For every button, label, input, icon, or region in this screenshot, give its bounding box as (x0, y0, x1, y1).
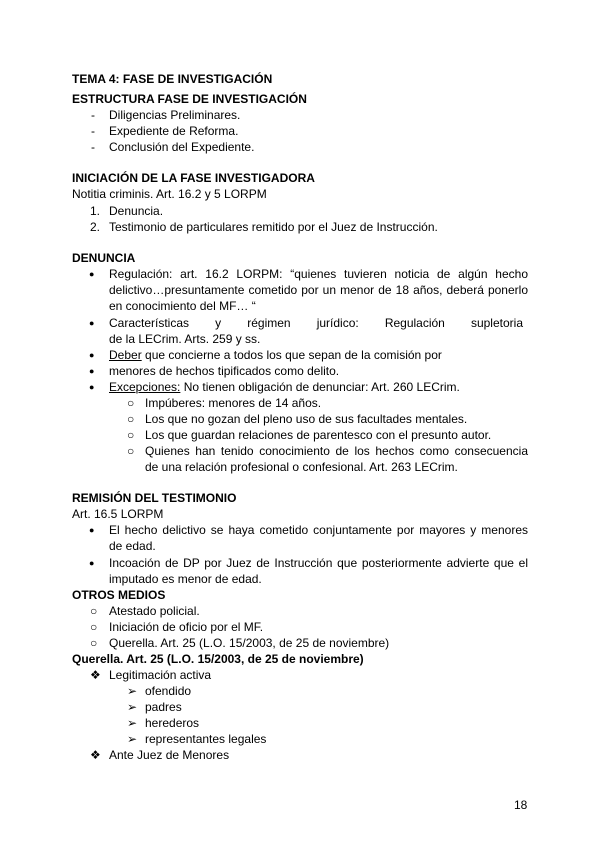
diamond-marker: ❖ (90, 748, 101, 762)
remision-item1-line-2: de edad. (109, 539, 156, 553)
number-marker: 1. (90, 204, 101, 218)
deber-text: que concierne a todos los que sepan de la comisión por (141, 348, 442, 362)
otros-heading: OTROS MEDIOS (72, 588, 166, 602)
bullet-marker: ● (89, 318, 95, 328)
legitimacion-item: representantes legales (145, 732, 267, 746)
querella-heading: Querella. Art. 25 (L.O. 15/2003, de 25 de noviembre) (72, 652, 364, 666)
circle-marker: ○ (90, 620, 98, 634)
regulacion-line-1: Regulación: art. 16.2 LORPM: “quienes tuvieren noticia de algún hecho (109, 267, 528, 281)
iniciacion-intro: Notitia criminis. Art. 16.2 y 5 LORPM (72, 187, 267, 201)
legitimacion-item: herederos (145, 716, 200, 730)
iniciacion-item: Denuncia. (109, 204, 164, 218)
arrow-marker: ➢ (127, 684, 138, 698)
excepcion-item: Los que no gozan del pleno uso de sus facultades mentales. (145, 412, 468, 426)
remision-item1-line-1: El hecho delictivo se haya cometido conjuntamente por mayores y menores (109, 523, 528, 537)
caracteristicas-line-1: Características y régimen jurídico: Regulación supletoria (109, 316, 523, 330)
remision-intro: Art. 16.5 LORPM (72, 507, 164, 521)
remision-item2-line-2: imputado es menor de edad. (109, 572, 262, 586)
remision-item2-line-1: Incoación de DP por Juez de Instrucción que posteriormente advierte que el (109, 556, 528, 570)
iniciacion-heading: INICIACIÓN DE LA FASE INVESTIGADORA (72, 171, 315, 185)
caracteristicas-line-2: de la LECrim. Arts. 259 y ss. (109, 332, 261, 346)
dash-marker: - (91, 108, 95, 122)
otros-item: Iniciación de oficio por el MF. (109, 620, 264, 634)
deber-line (109, 347, 442, 363)
otros-item: Querella. Art. 25 (L.O. 15/2003, de 25 de noviembre) (109, 636, 390, 650)
circle-marker: ○ (127, 428, 135, 442)
excepcion-item: Impúberes: menores de 14 años. (145, 396, 322, 410)
circle-marker: ○ (127, 412, 135, 426)
estructura-item: Diligencias Preliminares. (109, 108, 241, 122)
bullet-marker: ● (89, 525, 95, 535)
circle-marker: ○ (127, 396, 135, 410)
otros-item: Atestado policial. (109, 604, 200, 618)
arrow-marker: ➢ (127, 732, 138, 746)
excepciones-label: Excepciones: (109, 380, 181, 394)
dash-marker: - (91, 140, 95, 154)
excepcion-item-line-1: Quienes han tenido conocimiento de los hechos como consecuencia (145, 444, 528, 458)
iniciacion-item: Testimonio de particulares remitido por el Juez de Instrucción. (109, 220, 438, 234)
estructura-item: Expediente de Reforma. (109, 124, 239, 138)
arrow-marker: ➢ (127, 700, 138, 714)
circle-marker: ○ (90, 604, 98, 618)
excepcion-item: Los que guardan relaciones de parentesco con el presunto autor. (145, 428, 492, 442)
excepciones-line (109, 379, 460, 395)
estructura-heading: ESTRUCTURA FASE DE INVESTIGACIÓN (72, 92, 307, 106)
menores-line: menores de hechos tipificados como delito. (109, 364, 340, 378)
bullet-marker: ● (89, 558, 95, 568)
legitimacion-label: Legitimación activa (109, 668, 212, 682)
arrow-marker: ➢ (127, 716, 138, 730)
regulacion-line-2: delictivo…presuntamente cometido por un menor de 18 años, deberá ponerlo (109, 283, 528, 297)
regulacion-line-3: en conocimiento del MF… “ (109, 299, 256, 313)
bullet-marker: ● (89, 350, 95, 360)
page-number: 18 (514, 798, 528, 812)
circle-marker: ○ (90, 636, 98, 650)
denuncia-heading: DENUNCIA (72, 251, 136, 265)
diamond-marker: ❖ (90, 668, 101, 682)
circle-marker: ○ (127, 444, 135, 458)
bullet-marker: ● (89, 366, 95, 376)
legitimacion-item: padres (145, 700, 182, 714)
number-marker: 2. (90, 220, 101, 234)
bullet-marker: ● (89, 269, 95, 279)
excepcion-item-line-2: de una relación profesional o confesional. Art. 263 LECrim. (145, 460, 458, 474)
estructura-item: Conclusión del Expediente. (109, 140, 255, 154)
ante-juez-label: Ante Juez de Menores (109, 748, 230, 762)
legitimacion-item: ofendido (145, 684, 192, 698)
remision-heading: REMISIÓN DEL TESTIMONIO (72, 491, 237, 505)
dash-marker: - (91, 124, 95, 138)
bullet-marker: ● (89, 382, 95, 392)
excepciones-text: No tienen obligación de denunciar: Art. 260 LECrim. (180, 380, 460, 394)
deber-label: Deber (109, 348, 142, 362)
tema-title: TEMA 4: FASE DE INVESTIGACIÓN (72, 72, 273, 86)
